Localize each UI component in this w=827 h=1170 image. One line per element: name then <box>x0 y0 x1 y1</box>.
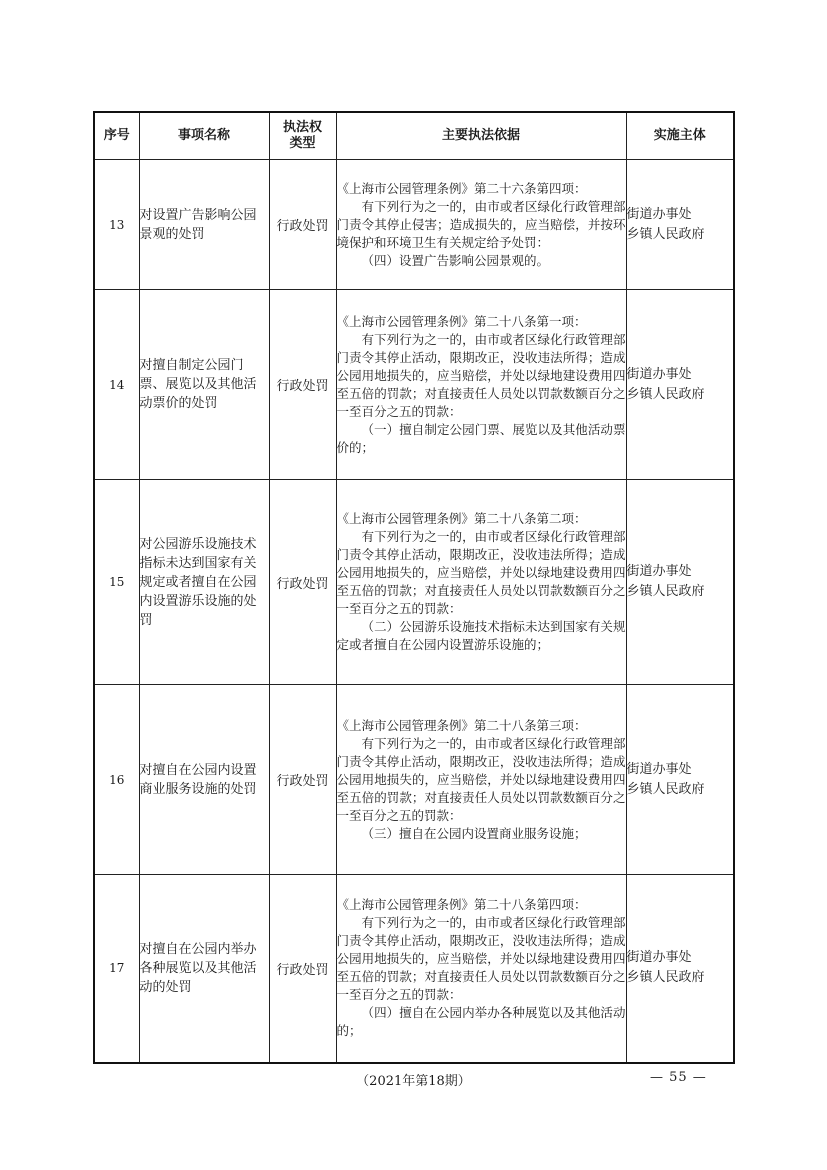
header-legal-basis: 主要执法依据 <box>336 112 626 160</box>
basis-item: （一）擅自制定公园门票、展览以及其他活动票价的； <box>336 421 626 455</box>
body-town-government: 乡镇人民政府 <box>626 386 705 402</box>
header-item-name: 事项名称 <box>139 112 269 160</box>
table-row <box>94 875 734 1063</box>
power-type: 行政处罚 <box>269 875 336 1063</box>
header-implementing-body: 实施主体 <box>626 112 734 160</box>
item-name: 对擅自在公园内举办各种展览以及其他活动的处罚 <box>139 875 269 1063</box>
legal-basis <box>336 290 626 480</box>
power-type: 行政处罚 <box>269 685 336 875</box>
row-number: 13 <box>94 160 139 290</box>
basis-clause: 有下列行为之一的，由市或者区绿化行政管理部门责令其停止活动，限期改正，没收违法所得；造成公园用地损失的，应当赔偿，并处以绿地建设费用四至五倍的罚款；对直接责任人员处以罚款数额百分之一至百分之五的罚款： <box>336 331 626 419</box>
item-name: 对设置广告影响公园景观的处罚 <box>139 160 269 290</box>
legal-basis <box>336 160 626 290</box>
body-street-office: 街道办事处 <box>626 366 692 382</box>
row-number: 15 <box>94 480 139 685</box>
basis-clause: 有下列行为之一的，由市或者区绿化行政管理部门责令其停止活动，限期改正，没收违法所得；造成公园用地损失的，应当赔偿，并处以绿地建设费用四至五倍的罚款；对直接责任人员处以罚款数额百分之一至百分之五的罚款： <box>336 915 626 1003</box>
basis-citation: 《上海市公园管理条例》第二十八条第一项： <box>336 313 587 329</box>
header-serial-number: 序号 <box>94 112 139 160</box>
issue-number: （2021年第18期） <box>356 1074 471 1089</box>
table-row <box>94 480 734 685</box>
body-town-government: 乡镇人民政府 <box>626 226 705 242</box>
body-street-office: 街道办事处 <box>626 564 692 579</box>
legal-basis <box>336 875 626 1063</box>
legal-basis <box>336 480 626 685</box>
basis-item: （二）公园游乐设施技术指标未达到国家有关规定或者擅自在公园内设置游乐设施的； <box>336 619 626 652</box>
table-row <box>94 685 734 875</box>
header-power-type-text: 执法权类型 <box>283 120 323 151</box>
basis-citation: 《上海市公园管理条例》第二十八条第四项： <box>336 897 587 913</box>
power-type: 行政处罚 <box>269 160 336 290</box>
basis-clause: 有下列行为之一的，由市或者区绿化行政管理部门责令其停止活动，限期改正，没收违法所得；造成公园用地损失的，应当赔偿，并处以绿地建设费用四至五倍的罚款；对直接责任人员处以罚款数额百分之一至百分之五的罚款： <box>336 735 626 823</box>
item-name: 对擅自制定公园门票、展览以及其他活动票价的处罚 <box>139 290 269 480</box>
body-street-office: 街道办事处 <box>626 950 692 966</box>
body-town-government: 乡镇人民政府 <box>626 584 705 599</box>
item-name: 对擅自在公园内设置商业服务设施的处罚 <box>139 685 269 875</box>
basis-clause: 有下列行为之一的，由市或者区绿化行政管理部门责令其停止侵害；造成损失的，应当赔偿，并按环境保护和环境卫生有关规定给予处罚： <box>336 198 626 250</box>
implementing-body <box>626 875 734 1063</box>
basis-citation: 《上海市公园管理条例》第二十八条第三项： <box>336 717 587 733</box>
power-type: 行政处罚 <box>269 290 336 480</box>
body-town-government: 乡镇人民政府 <box>626 781 705 797</box>
header-power-type <box>269 112 336 160</box>
basis-clause: 有下列行为之一的，由市或者区绿化行政管理部门责令其停止活动，限期改正，没收违法所得；造成公园用地损失的，应当赔偿，并处以绿地建设费用四至五倍的罚款；对直接责任人员处以罚款数额百分之一至百分之五的罚款： <box>336 529 626 616</box>
legal-basis <box>336 685 626 875</box>
body-town-government: 乡镇人民政府 <box>626 970 705 986</box>
basis-item: （四）擅自在公园内举办各种展览以及其他活动的； <box>336 1005 626 1039</box>
table-row <box>94 290 734 480</box>
basis-citation: 《上海市公园管理条例》第二十六条第四项： <box>336 180 587 196</box>
row-number: 14 <box>94 290 139 480</box>
table-row <box>94 160 734 290</box>
implementing-body <box>626 480 734 685</box>
body-street-office: 街道办事处 <box>626 761 692 777</box>
implementing-body <box>626 685 734 875</box>
row-number: 17 <box>94 875 139 1063</box>
power-type: 行政处罚 <box>269 480 336 685</box>
basis-citation: 《上海市公园管理条例》第二十八条第二项： <box>336 511 587 526</box>
implementing-body <box>626 290 734 480</box>
basis-item: （三）擅自在公园内设置商业服务设施； <box>361 825 587 841</box>
basis-item: （四）设置广告影响公园景观的。 <box>361 252 550 268</box>
body-street-office: 街道办事处 <box>626 206 692 222</box>
law-enforcement-table <box>93 111 735 1064</box>
page-number: — 55 — <box>650 1070 707 1085</box>
implementing-body <box>626 160 734 290</box>
item-name: 对公园游乐设施技术指标未达到国家有关规定或者擅自在公园内设置游乐设施的处罚 <box>139 480 269 685</box>
table-header-row <box>94 112 734 160</box>
row-number: 16 <box>94 685 139 875</box>
